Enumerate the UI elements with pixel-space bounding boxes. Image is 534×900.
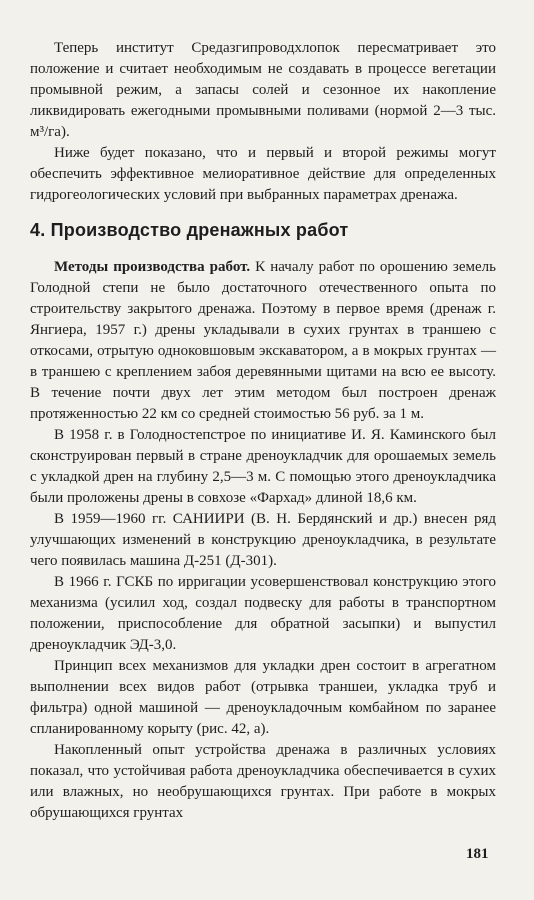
paragraph-experience: Накопленный опыт устройства дренажа в различных условиях показал, что устойчивая работа дреноукладчика обеспечивается в сухих или влажных, но необрушающихся грунтах. При работе в мокрых обрушающихся грунтах [30, 742, 496, 821]
paragraph-intro-2: Ниже будет показано, что и первый и второй режимы могут обеспечить эффективное мелиоративное действие для определенных гидрогеологических условий при выбранных параметрах дренажа. [30, 145, 496, 203]
paragraph-1959: В 1959—1960 гг. САНИИРИ (В. Н. Бердянский и др.) внесен ряд улучшающих изменений в конструкцию дреноукладчика, в результате чего появилась машина Д-251 (Д-301). [30, 511, 496, 569]
runin-heading: Методы производства работ. [54, 259, 251, 275]
section-body [30, 257, 496, 824]
page-number: 181 [466, 846, 489, 862]
intro-block [30, 38, 496, 206]
paragraph-1966: В 1966 г. ГСКБ по ирригации усовершенствовал конструкцию этого механизма (усилил ход, создал подвеску для работы в транспортном положении, приспособление для обратной засыпки) и выпустил дреноукладчик ЭД-3,0. [30, 574, 496, 653]
paragraph-principle: Принцип всех механизмов для укладки дрен состоит в агрегатном выполнении всех видов работ (отрывка траншеи, укладка труб и фильтра) одной машиной — дреноукладочным комбайном по заранее спланированному корыту (рис. 42, а). [30, 658, 496, 737]
paragraph-methods [30, 257, 496, 425]
paragraph-methods-text: К началу работ по орошению земель Голодной степи не было достаточного отечественного опыта по строительству закрытого дренажа. Поэтому в первое время (дренаж г. Янгиера, 1957 г.) дрены укладывали в сухих грунтах в траншею с откосами, отрытую одноковшовым экскаватором, а в мокрых грунтах — в траншею с креплением забоя деревянными щитами на всю ее высоту. В течение почти двух лет этим методом был построен дренаж протяженностью 22 км со средней стоимостью 56 руб. за 1 м. [30, 259, 496, 422]
section-heading: 4. Производство дренажных работ [30, 220, 349, 240]
paragraph-1958: В 1958 г. в Голодностепстрое по инициативе И. Я. Каминского был сконструирован первый в стране дреноукладчик для орошаемых земель с укладкой дрен на глубину 2,5—3 м. С помощью этого дреноукладчика были проложены дрены в совхозе «Фархад» длиной 18,6 км. [30, 427, 496, 506]
paragraph-intro-1: Теперь институт Средазгипроводхлопок пересматривает это положение и считает необходимым не создавать в процессе вегетации промывной режим, а запасы солей и сезонное их накопление ликвидировать ежегодными промывными поливами (нормой 2—3 тыс. м³/га). [30, 40, 496, 140]
